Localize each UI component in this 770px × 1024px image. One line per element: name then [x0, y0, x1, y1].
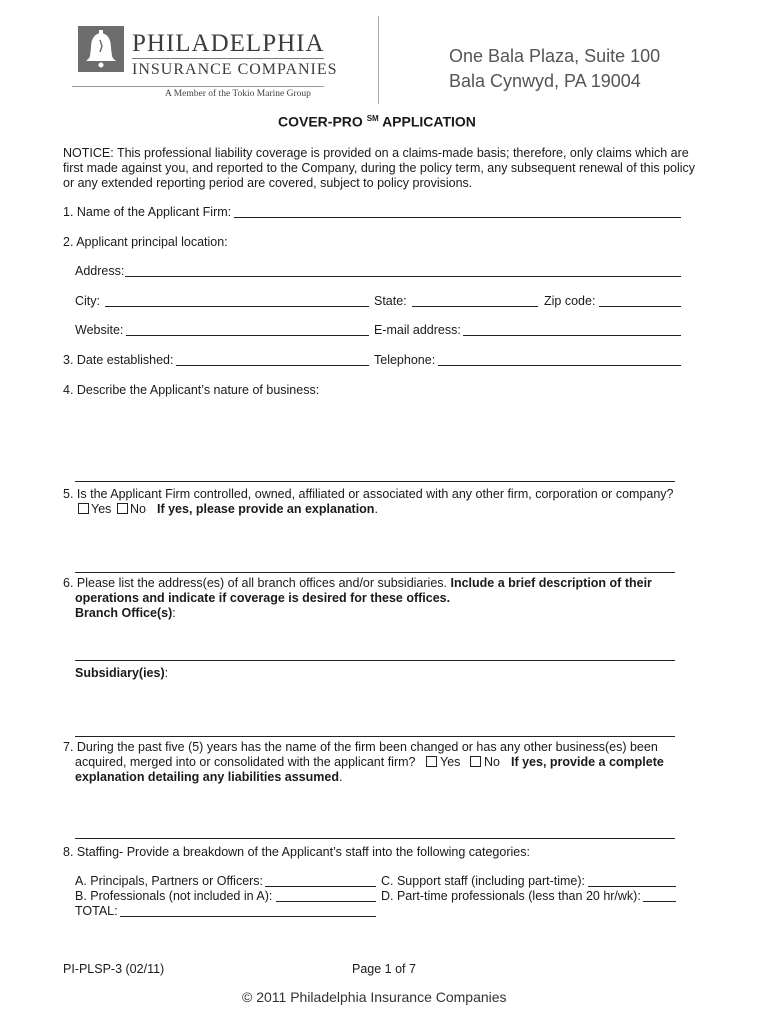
q7-yes-label: Yes — [440, 755, 461, 769]
q8-label: 8. Staffing- Provide a breakdown of the Applicant’s staff into the following categories: — [63, 845, 530, 859]
q7-explanation-textarea[interactable] — [75, 788, 679, 840]
state-label: State: — [374, 294, 407, 308]
branch-offices-label: Branch Office(s) — [75, 606, 173, 620]
q4-label: 4. Describe the Applicant’s nature of business: — [63, 383, 320, 397]
staff-d-input[interactable] — [643, 887, 676, 902]
zip-input[interactable] — [599, 292, 681, 307]
branch-offices-textarea[interactable] — [75, 624, 679, 662]
staff-d-label: D. Part-time professionals (less than 20 hr/wk): — [381, 889, 641, 903]
title-main: COVER-PRO — [278, 113, 363, 130]
q1-label: 1. Name of the Applicant Firm: — [63, 205, 232, 219]
q2-label: 2. Applicant principal location: — [63, 235, 228, 249]
q7-bold1: If yes, provide a complete — [511, 755, 664, 769]
copyright: © 2011 Philadelphia Insurance Companies — [242, 989, 507, 1005]
subsidiaries-textarea[interactable] — [75, 684, 679, 738]
city-label: City: — [75, 294, 100, 308]
q6-label: 6. Please list the address(es) of all branch offices and/or subsidiaries. — [63, 576, 447, 590]
staff-a-input[interactable] — [265, 872, 376, 887]
q5-yes-label: Yes — [91, 502, 112, 516]
page-number: Page 1 of 7 — [352, 962, 416, 976]
q7-period: . — [338, 770, 343, 784]
staff-b-input[interactable] — [276, 887, 376, 902]
zip-label: Zip code: — [544, 294, 596, 308]
state-input[interactable] — [412, 292, 538, 307]
logo-divider — [132, 58, 324, 59]
q6-bold1: Include a brief description of their — [450, 576, 652, 590]
q7-yes-checkbox[interactable] — [426, 756, 437, 767]
branch-colon: : — [172, 606, 176, 620]
company-logo — [70, 16, 345, 102]
staff-c-label: C. Support staff (including part-time): — [381, 874, 586, 888]
notice-line3: or any extended reporting period are covered, subject to policy provisions. — [63, 176, 473, 190]
q7-answer-line — [75, 838, 675, 839]
q7-line2: acquired, merged into or consolidated with the applicant firm? — [75, 755, 416, 769]
logo-divider-lower — [72, 86, 324, 87]
website-input[interactable] — [126, 321, 369, 336]
address-label: Address: — [75, 264, 125, 278]
q7-no-label: No — [484, 755, 500, 769]
city-input[interactable] — [105, 292, 369, 307]
nature-of-business-textarea[interactable] — [75, 400, 679, 484]
date-established-input[interactable] — [176, 351, 369, 366]
staff-a-label: A. Principals, Partners or Officers: — [75, 874, 264, 888]
website-label: Website: — [75, 323, 124, 337]
branch-answer-line — [75, 660, 675, 661]
q7-line3 — [75, 770, 342, 785]
notice-line1: NOTICE: This professional liability coverage is provided on a claims-made basis; therefore, only claims which are — [63, 146, 689, 160]
notice-line2: first made against you, and reported to the Company, during the policy term, any subsequent renewal of this policy — [63, 161, 696, 175]
header-separator — [378, 16, 379, 104]
telephone-input[interactable] — [438, 351, 681, 366]
q5-no-label: No — [130, 502, 146, 516]
title-suffix: APPLICATION — [382, 113, 476, 130]
staff-b-label: B. Professionals (not included in A): — [75, 889, 273, 903]
q5-label: 5. Is the Applicant Firm controlled, owned, affiliated or associated with any other firm, corporation or company? — [63, 487, 674, 501]
email-input[interactable] — [463, 321, 681, 336]
address-input[interactable] — [125, 262, 681, 277]
logo-line1: PHILADELPHIA — [132, 30, 325, 57]
staff-c-input[interactable] — [588, 872, 676, 887]
address-line1: One Bala Plaza, Suite 100 — [449, 46, 661, 66]
q4-answer-line — [75, 481, 675, 482]
staff-total-label: TOTAL: — [75, 904, 118, 918]
email-label: E-mail address: — [374, 323, 461, 337]
company-address — [449, 44, 660, 94]
title-sup: SM — [366, 114, 379, 123]
q5-instruction-text: If yes, please provide an explanation — [157, 502, 375, 516]
q7-no-checkbox[interactable] — [470, 756, 481, 767]
applicant-firm-name-input[interactable] — [234, 203, 681, 218]
address-line2: Bala Cynwyd, PA 19004 — [449, 71, 641, 91]
subsidiaries-label: Subsidiary(ies) — [75, 666, 165, 680]
branch-offices-heading — [75, 606, 176, 621]
q7-bold2: explanation detailing any liabilities assumed — [75, 770, 339, 784]
q6-bold2: operations and indicate if coverage is desired for these offices. — [75, 591, 451, 605]
q5-instruction — [157, 502, 378, 517]
telephone-label: Telephone: — [374, 353, 436, 367]
liberty-bell-icon — [78, 26, 124, 72]
q6-line1 — [63, 576, 652, 591]
logo-tagline: A Member of the Tokio Marine Group — [165, 89, 311, 99]
page-title — [278, 111, 476, 130]
q5-period: . — [374, 502, 378, 516]
subsidiary-colon: : — [164, 666, 169, 680]
subsidiaries-answer-line — [75, 736, 675, 737]
form-id: PI-PLSP-3 (02/11) — [63, 962, 165, 976]
logo-line2: INSURANCE COMPANIES — [132, 61, 338, 78]
q3-label: 3. Date established: — [63, 353, 174, 367]
staff-total-input[interactable] — [120, 902, 376, 917]
subsidiaries-heading — [75, 666, 168, 681]
q5-explanation-textarea[interactable] — [75, 520, 679, 574]
q5-answer-line — [75, 572, 675, 573]
q5-no-checkbox[interactable] — [117, 503, 128, 514]
q7-line1: 7. During the past five (5) years has the name of the firm been changed or has any other business(es) been — [63, 740, 658, 754]
q5-yes-checkbox[interactable] — [78, 503, 89, 514]
